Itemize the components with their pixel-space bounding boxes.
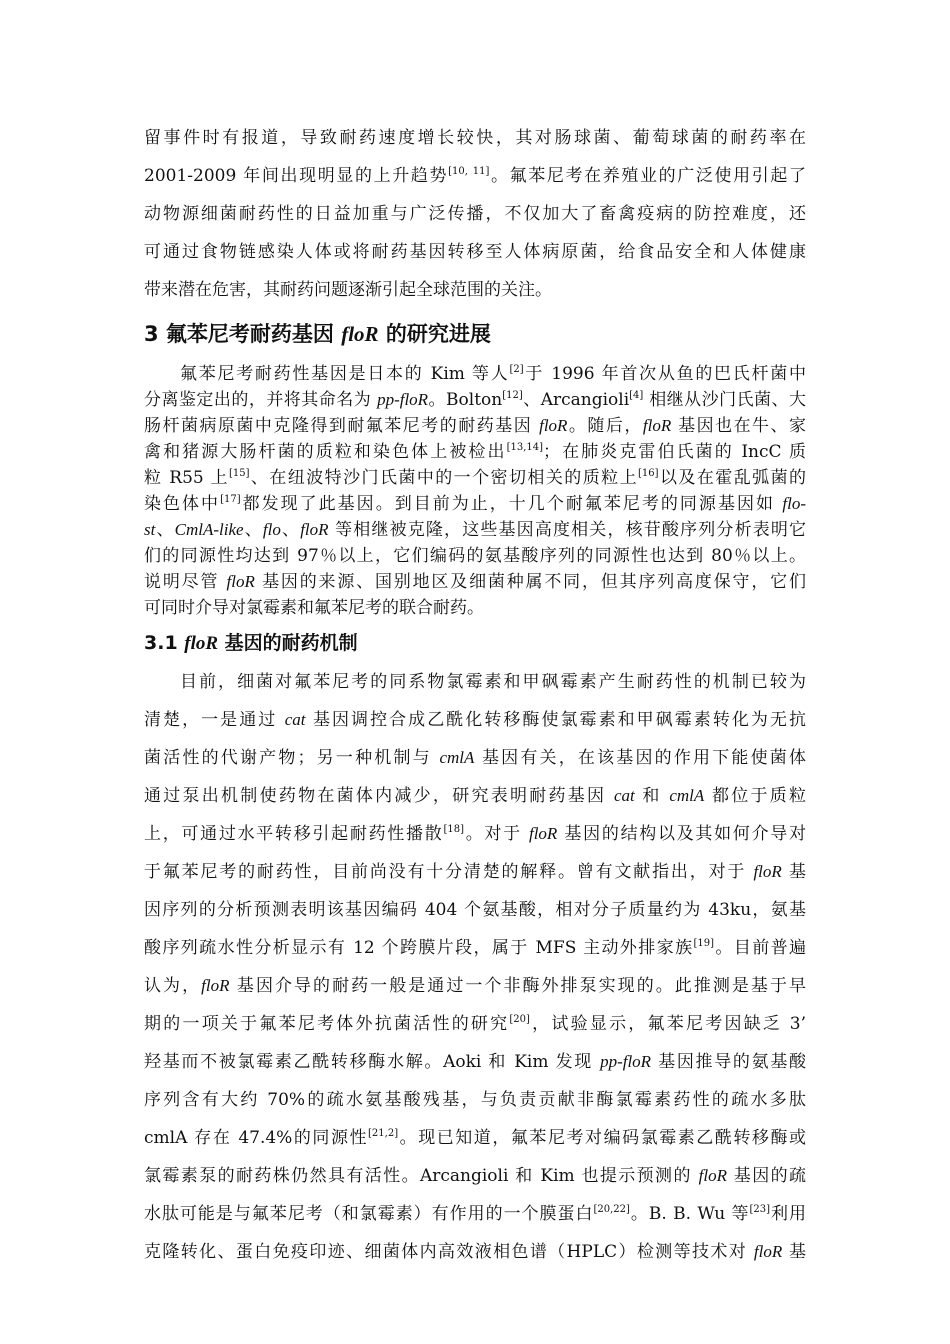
section-heading	[144, 318, 491, 348]
text-segment: 于 1996 年首次从鱼的巴氏杆菌中	[523, 364, 806, 384]
citation: [2]	[509, 364, 524, 375]
gene-name: pp-floR	[600, 1052, 652, 1071]
text-segment: 相继从沙门氏菌、大	[643, 390, 807, 410]
text-line	[144, 385, 806, 410]
gene-name: floR	[201, 976, 230, 995]
gene-name: cmlA	[439, 748, 475, 767]
text-line	[144, 781, 806, 806]
text-segment: cmlA 存在 47.4%的同源性	[144, 1128, 369, 1148]
text-line	[144, 567, 806, 592]
text-segment: 基因有关，在该基因的作用下能使菌体	[474, 748, 806, 768]
citation: [20]	[509, 1014, 530, 1025]
text-segment: 分离鉴定出的，并将其命名为	[144, 390, 378, 410]
text-line	[144, 1161, 806, 1186]
citation: [20,22]	[593, 1204, 630, 1215]
text-segment: 基	[781, 862, 807, 882]
text-segment: 染色体中	[144, 494, 221, 514]
citation: [19]	[693, 938, 715, 949]
text-segment: 。Bolton	[428, 390, 503, 410]
text-line	[144, 515, 806, 540]
citation: [12]	[502, 390, 523, 401]
text-line	[144, 933, 806, 958]
gene-name: floR	[642, 416, 672, 435]
text-segment: 利用	[770, 1204, 807, 1224]
text-segment: 氯霉素泵的耐药株仍然具有活性。Arcangioli 和 Kim 也提示预测的	[144, 1166, 699, 1186]
text-line	[144, 1009, 806, 1034]
text-segment: 等相继被克隆，这些基因高度相关，核苷酸序列分析表明它	[328, 520, 807, 540]
text-segment: 基因调控合成乙酰化转移酶使氯霉素和甲砜霉素转化为无抗	[305, 710, 806, 730]
gene-name: flo-	[782, 494, 807, 513]
heading-text: 的研究进展	[378, 322, 491, 346]
text-line	[144, 971, 806, 996]
gene-name: st	[144, 520, 156, 539]
text-segment: 粒 R55 上	[144, 468, 229, 488]
text-segment: 酸序列疏水性分析显示有 12 个跨膜片段，属于 MFS 主动外排家族	[144, 938, 694, 958]
text-segment: 通过泵出机制使药物在菌体内减少，研究表明耐药基因	[144, 786, 614, 806]
text-line: 带来潜在危害，其耐药问题逐渐引起全球范围的关注。	[144, 280, 552, 300]
citation: [4]	[629, 390, 644, 401]
gene-name: pp-floR	[377, 390, 429, 409]
text-line: 可通过食物链感染人体或将耐药基因转移至人体病原菌，给食品安全和人体健康	[144, 242, 806, 262]
text-segment: 氟苯尼考耐药性基因是日本的 Kim 等人	[180, 364, 510, 384]
text-line	[144, 1237, 806, 1262]
gene-name: cmlA	[669, 786, 705, 805]
text-segment: 认为，	[144, 976, 202, 996]
text-segment: 。现已知道，氟苯尼考对编码氯霉素乙酰转移酶或	[398, 1128, 806, 1148]
text-line	[144, 1123, 806, 1148]
text-segment: 基因也在牛、家	[671, 416, 807, 436]
citation: [23]	[749, 1204, 771, 1215]
heading-text: 基因的耐药机制	[218, 632, 358, 654]
text-segment: 、	[243, 520, 263, 540]
text-segment: 都发现了此基因。到目前为止，十几个耐氟苯尼考的同源基因如	[240, 494, 783, 514]
text-line	[180, 359, 806, 384]
text-segment: 基因的结构以及其如何介导对	[557, 824, 807, 844]
text-line	[144, 705, 806, 730]
heading-text: 3 氟苯尼考耐药基因	[144, 322, 342, 346]
text-segment: 于氟苯尼考的耐药性，目前尚没有十分清楚的解释。曾有文献指出，对于	[144, 862, 754, 882]
text-segment: 、在纽波特沙门氏菌中的一个密切相关的质粒上	[249, 468, 639, 488]
text-line	[144, 1047, 806, 1072]
text-segment: 、	[280, 520, 301, 540]
text-segment: 水肽可能是与氟苯尼考（和氯霉素）有作用的一个膜蛋白	[144, 1204, 594, 1224]
citation: [16]	[638, 468, 659, 479]
text-line	[144, 489, 806, 514]
text-segment: 都位于质粒	[704, 786, 807, 806]
text-segment: 禽和猪源大肠杆菌的质粒和染色体上被检出	[144, 442, 507, 462]
gene-name: flo	[262, 520, 281, 539]
citation: [17]	[220, 494, 241, 505]
text-segment: ；在肺炎克雷伯氏菌的 IncC 质	[543, 442, 807, 462]
text-segment: 基因的疏	[727, 1166, 806, 1186]
text-line	[144, 411, 806, 436]
text-segment: 。目前普遍	[714, 938, 806, 958]
text-segment: 肠杆菌病原菌中克隆得到耐氟苯尼考的耐药基因	[144, 416, 540, 436]
gene-name: floR	[300, 520, 329, 539]
text-segment: 上，可通过水平转移引起耐药性播散	[144, 824, 444, 844]
subsection-heading	[144, 628, 358, 655]
text-segment: 2001-2009 年间出现明显的上升趋势	[144, 166, 449, 186]
text-line	[144, 1199, 806, 1224]
gene-name: floR	[753, 1242, 783, 1261]
text-line: 因序列的分析预测表明该基因编码 404 个氨基酸，相对分子质量约为 43ku，氨基	[144, 900, 806, 920]
gene-name: floR	[539, 416, 568, 435]
text-segment: 说明尽管	[144, 572, 227, 592]
gene-name: floR	[528, 824, 558, 843]
text-line: 可同时介导对氯霉素和氟苯尼考的联合耐药。	[144, 598, 484, 618]
text-line: 序列含有大约 70%的疏水氨基酸残基，与负责贡献非酶氯霉素药性的疏水多肽	[144, 1090, 806, 1110]
text-segment: 。对于	[463, 824, 529, 844]
gene-name: floR	[226, 572, 255, 591]
text-line: 目前，细菌对氟苯尼考的同系物氯霉素和甲砜霉素产生耐药性的机制已较为	[180, 672, 806, 692]
gene-name: cat	[284, 710, 306, 729]
text-line	[144, 161, 806, 186]
text-line	[144, 857, 806, 882]
text-segment: 期的一项关于氟苯尼考体外抗菌活性的研究	[144, 1014, 510, 1034]
text-segment: 。B. B. Wu 等	[629, 1204, 750, 1224]
gene-name: cat	[613, 786, 635, 805]
citation: [21,2]	[368, 1128, 399, 1139]
citation: [18]	[443, 824, 464, 835]
text-segment: 菌活性的代谢产物；另一种机制与	[144, 748, 440, 768]
text-line: 留事件时有报道，导致耐药速度增长较快，其对肠球菌、葡萄球菌的耐药率在	[144, 128, 806, 148]
text-segment: 、	[155, 520, 175, 540]
text-line	[144, 437, 806, 462]
text-segment: 基	[782, 1242, 806, 1262]
citation: [15]	[228, 468, 250, 479]
text-line	[144, 819, 806, 844]
text-segment: 和	[634, 786, 670, 806]
text-line	[144, 463, 806, 488]
text-segment: 羟基而不被氯霉素乙酰转移酶水解。Aoki 和 Kim 发现	[144, 1052, 601, 1072]
gene-name: floR	[341, 322, 379, 346]
text-segment: 基因介导的耐药一般是通过一个非酶外排泵实现的。此推测是基于早	[229, 976, 807, 996]
text-segment: 。随后，	[567, 416, 643, 436]
text-segment: 基因推导的氨基酸	[651, 1052, 807, 1072]
text-segment: ，试验显示，氟苯尼考因缺乏 3’	[529, 1014, 807, 1034]
text-segment: 克隆转化、蛋白免疫印迹、细菌体内高效液相色谱（HPLC）检测等技术对	[144, 1242, 754, 1262]
heading-text: 3.1	[144, 632, 185, 654]
gene-name: CmlA-like	[174, 520, 244, 539]
citation: [10, 11]	[448, 166, 490, 177]
text-line: 动物源细菌耐药性的日益加重与广泛传播，不仅加大了畜禽疫病的防控难度，还	[144, 204, 806, 224]
text-segment: 以及在霍乱弧菌的	[658, 468, 807, 488]
text-segment: 、Arcangioli	[522, 390, 630, 410]
gene-name: floR	[698, 1166, 727, 1185]
gene-name: floR	[753, 862, 782, 881]
gene-name: floR	[184, 633, 219, 654]
text-segment: 清楚，一是通过	[144, 710, 285, 730]
citation: [13,14]	[506, 442, 544, 453]
text-segment: 基因的来源、国别地区及细菌种属不同，但其序列高度保守，它们	[254, 572, 806, 592]
text-line	[144, 743, 806, 768]
text-line: 们的同源性均达到 97％以上，它们编码的氨基酸序列的同源性也达到 80％以上。	[144, 546, 806, 566]
text-segment: 。氟苯尼考在养殖业的广泛使用引起了	[489, 166, 806, 186]
